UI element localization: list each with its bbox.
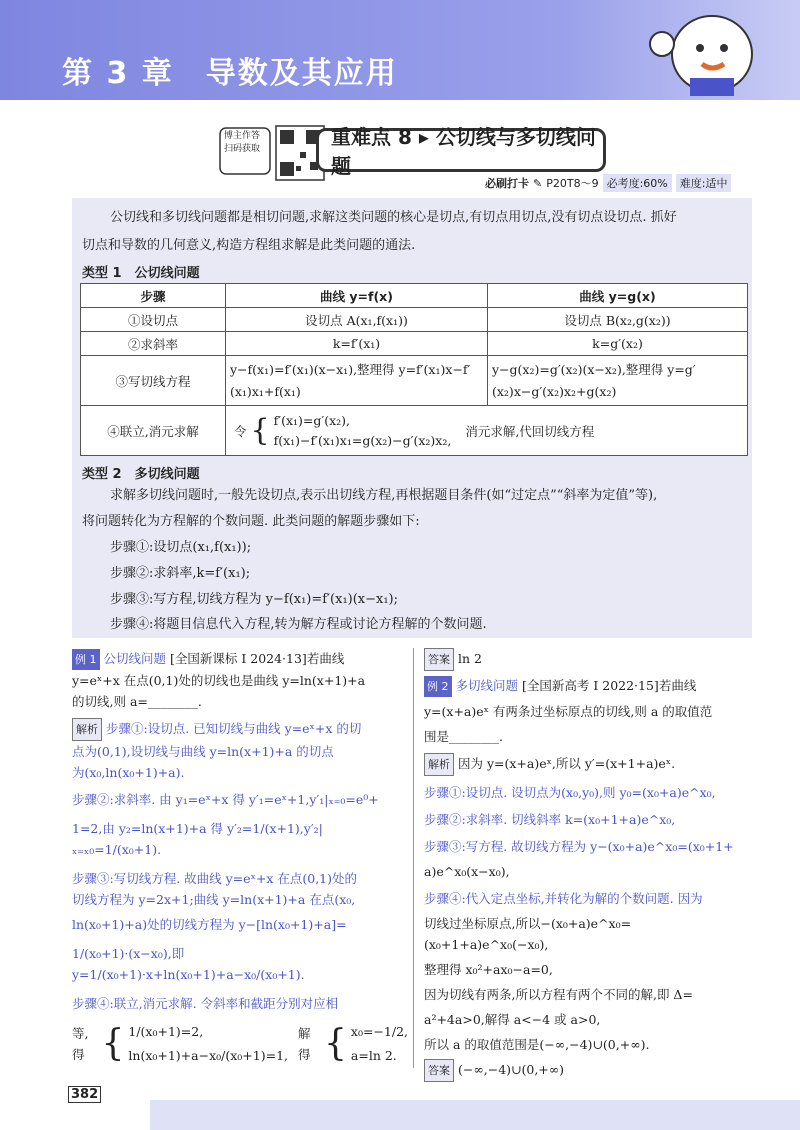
table-cell: ①设切点 <box>81 308 226 332</box>
question-text: y=(x+a)eˣ 有两条过坐标原点的切线,则 a 的取值范 <box>424 704 713 719</box>
type2-step: 步骤③:写方程,切线方程为 y−f(x₁)=f′(x₁)(x−x₁); <box>110 592 399 607</box>
answer-tag: 答案 <box>424 648 454 671</box>
solution-line: 因为切线有两条,所以方程有两个不同的解,即 Δ= <box>424 987 693 1002</box>
solution-line: ln(x₀+1)+a)处的切线方程为 y−[ln(x₀+1)+a]= <box>72 917 347 932</box>
solution-line: 切线过坐标原点,所以−(x₀+a)e^x₀=(x₀+1+a)e^x₀(−x₀), <box>424 916 632 952</box>
question-text: 若曲线 <box>306 651 345 666</box>
brace-icon: { <box>101 1023 125 1064</box>
solution-line: 步骤④:联立,消元求解. 令斜率和截距分别对应相 <box>72 996 339 1011</box>
system-prefix: 令 <box>234 423 247 439</box>
question-text: 若曲线 <box>658 678 697 693</box>
must-label: 必考度:60% <box>603 174 672 192</box>
intro-line-1: 公切线和多切线问题都是相切问题,求解这类问题的核心是切点,有切点用切点,没有切点设切点. 抓好 <box>110 210 677 225</box>
question-text: 的切线,则 a=________. <box>72 694 202 709</box>
page-number: 382 <box>68 1086 101 1103</box>
type2-step: 步骤①:设切点(x₁,f(x₁)); <box>110 540 252 555</box>
solution-line: a²+4a>0,解得 a<−4 或 a>0, <box>424 1012 601 1027</box>
solution-line: 整理得 x₀²+ax₀−a=0, <box>424 962 553 977</box>
solution-line: 切线方程为 y=2x+1;曲线 y=ln(x+1)+a 在点(x₀, <box>72 892 356 907</box>
ref-label: P20T8～9 <box>546 177 599 190</box>
system-prefix: 等,得 <box>72 1026 89 1062</box>
solution-line: 点为(0,1),设切线与曲线 y=ln(x+1)+a 的切点 <box>72 744 334 759</box>
mascot-icon <box>640 4 770 96</box>
answer-text: (−∞,−4)∪(0,+∞) <box>457 1062 565 1077</box>
solution-line: 步骤②:求斜率. 由 y₁=eˣ+x 得 y′₁=eˣ+1,y′₁|ₓ₌₀=e⁰+ <box>72 792 379 807</box>
system-eq-2: ln(x₀+1)+a−x₀/(x₀+1)=1, <box>128 1048 288 1063</box>
type2-heading: 类型 2 多切线问题 <box>82 467 200 482</box>
system-eq-1: f′(x₁)=g′(x₂), <box>273 412 350 428</box>
table-cell: y−g(x₂)=g′(x₂)(x−x₂),整理得 y=g′(x₂)x−g′(x₂)x₂+g(x₂) <box>488 356 748 406</box>
footer-band <box>150 1100 800 1130</box>
table-cell: k=g′(x₂) <box>488 332 748 356</box>
final-system <box>72 1020 408 1068</box>
example-tag: 例 2 <box>424 676 452 697</box>
solution-line: 步骤①:设切点. 已知切线与曲线 y=eˣ+x 的切 <box>105 721 362 736</box>
solution-line: 1=2,由 y₂=ln(x+1)+a 得 y′₂=1/(x+1),y′₂|ₓ₌ₓ₀=1/(x₀+1). <box>72 821 323 857</box>
solution-line: a)e^x₀(x−x₀), <box>424 864 510 879</box>
answer-tag: 答案 <box>424 1059 454 1082</box>
brush-label: 必刷打卡 <box>485 177 529 190</box>
system-eq-1: 1/(x₀+1)=2, <box>128 1024 204 1039</box>
system-eq-2: f(x₁)−f′(x₁)x₁=g(x₂)−g′(x₂)x₂, <box>273 432 452 448</box>
topic-title: 重难点 8 ▸ 公切线与多切线问题 <box>316 128 606 172</box>
solution-line: 为(x₀,ln(x₀+1)+a). <box>72 765 185 780</box>
table-header: 步骤 <box>81 284 226 308</box>
question-text: 围是________. <box>424 729 503 744</box>
type2-step: 步骤④:将题目信息代入方程,转为解方程或讨论方程解的个数问题. <box>110 617 487 632</box>
column-divider <box>413 648 414 1068</box>
example-source: [全国新课标 Ⅰ 2024·13] <box>169 651 307 666</box>
table-header: 曲线 y=f(x) <box>226 284 488 308</box>
example-title: 公切线问题 <box>103 651 166 666</box>
example-source: [全国新高考 Ⅰ 2022·15] <box>521 678 659 693</box>
example-1 <box>72 648 408 1068</box>
chapter-title: 第 3 章 导数及其应用 <box>62 56 398 91</box>
method-table <box>80 283 748 456</box>
solution-line: 1/(x₀+1)·(x−x₀),即 y=1/(x₀+1)·x+ln(x₀+1)+a−x₀/(x₀+1). <box>72 946 305 982</box>
result-1: x₀=−1/2, <box>350 1024 408 1039</box>
brace-icon: { <box>250 412 270 448</box>
example-2 <box>424 648 754 1082</box>
analysis-tag: 解析 <box>424 753 454 776</box>
table-cell: ④联立,消元求解 <box>81 406 226 456</box>
answer-text: ln 2 <box>457 651 482 666</box>
table-cell: ②求斜率 <box>81 332 226 356</box>
type1-heading: 类型 1 公切线问题 <box>82 266 200 281</box>
table-cell: ③写切线方程 <box>81 356 226 406</box>
brace-icon: { <box>323 1023 347 1064</box>
system-suffix: 消元求解,代回切线方程 <box>465 423 595 439</box>
table-header: 曲线 y=g(x) <box>488 284 748 308</box>
solution-line: 步骤①:设切点. 设切点为(x₀,y₀),则 y₀=(x₀+a)e^x₀, <box>424 785 716 800</box>
solution-line: 步骤③:写方程. 故切线方程为 y−(x₀+a)e^x₀=(x₀+1+ <box>424 839 734 854</box>
intro-line-2: 切点和导数的几何意义,构造方程组求解是此类问题的通法. <box>82 238 416 253</box>
analysis-tag: 解析 <box>72 718 102 741</box>
system-solve: 解得 <box>298 1026 311 1062</box>
table-cell: 设切点 B(x₂,g(x₂)) <box>488 308 748 332</box>
pen-icon: ✎ <box>533 176 543 190</box>
question-text: y=eˣ+x 在点(0,1)处的切线也是曲线 y=ln(x+1)+a <box>72 673 366 688</box>
type2-step: 步骤②:求斜率,k=f′(x₁); <box>110 566 251 581</box>
solution-line: 所以 a 的取值范围是(−∞,−4)∪(0,+∞). <box>424 1037 650 1052</box>
topic-meta <box>485 174 731 192</box>
solution-line: 因为 y=(x+a)eˣ,所以 y′=(x+1+a)eˣ. <box>457 756 676 771</box>
table-cell: k=f′(x₁) <box>226 332 488 356</box>
table-cell: 设切点 A(x₁,f(x₁)) <box>226 308 488 332</box>
difficulty-label: 难度:适中 <box>676 174 732 192</box>
example-title: 多切线问题 <box>455 678 518 693</box>
type2-line-1: 求解多切线问题时,一般先设切点,表示出切线方程,再根据题目条件(如“过定点”“斜率为定值”等), <box>110 488 658 503</box>
type2-line-2: 将问题转化为方程解的个数问题. 此类问题的解题步骤如下: <box>82 514 420 529</box>
table-system-cell <box>226 406 748 456</box>
example-tag: 例 1 <box>72 649 100 670</box>
solution-line: 步骤②:求斜率. 切线斜率 k=(x₀+1+a)e^x₀, <box>424 812 676 827</box>
result-2: a=ln 2. <box>350 1048 397 1063</box>
table-cell: y−f(x₁)=f′(x₁)(x−x₁),整理得 y=f′(x₁)x−f′(x₁)x₁+f(x₁) <box>226 356 488 406</box>
solution-line: 步骤④:代入定点坐标,并转化为解的个数问题. 因为 <box>424 891 703 906</box>
solution-line: 步骤③:写切线方程. 故曲线 y=eˣ+x 在点(0,1)处的 <box>72 871 357 886</box>
qr-caption: 博主作答 扫码获取 <box>224 131 261 154</box>
